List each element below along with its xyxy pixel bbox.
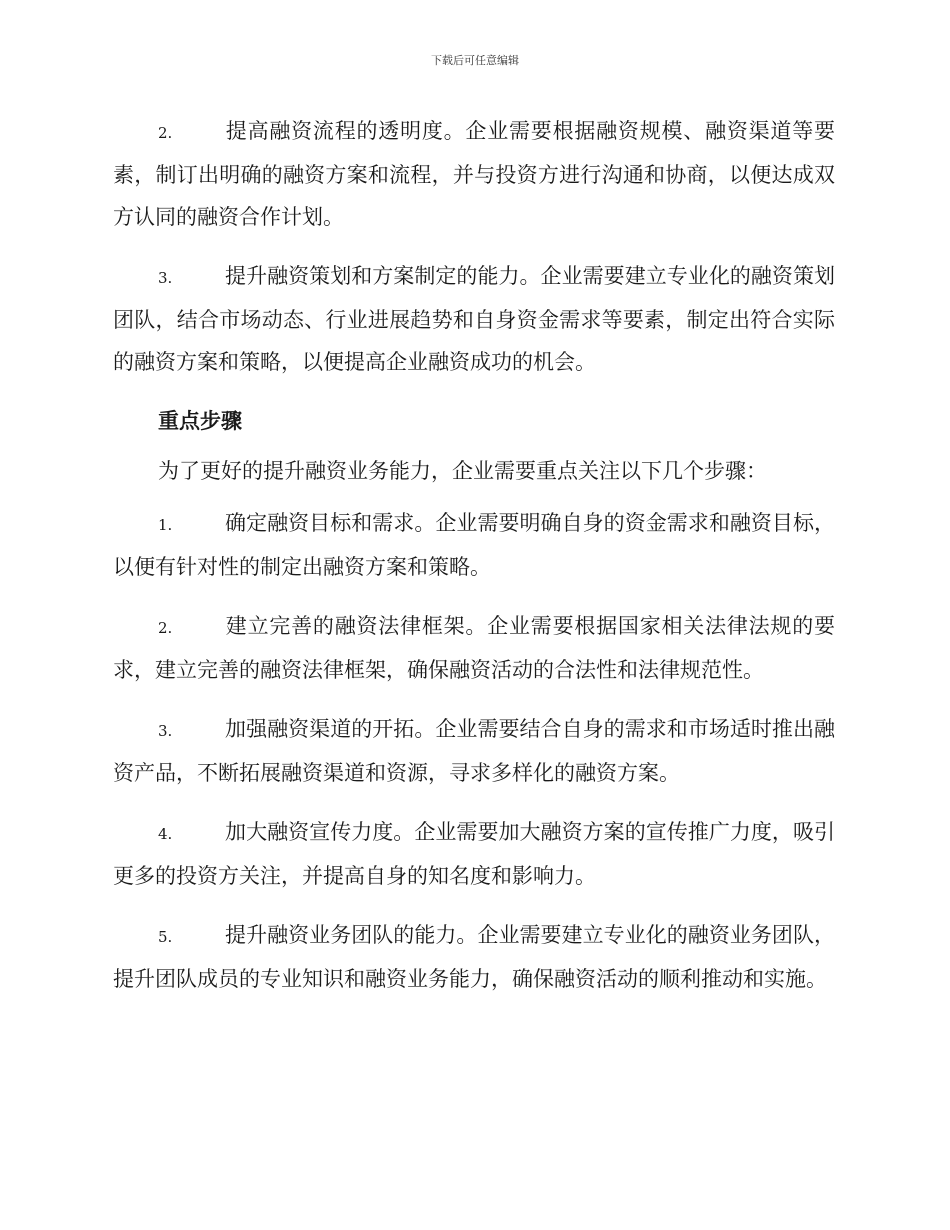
item-number: 3.	[158, 722, 173, 740]
item-number: 4.	[158, 825, 173, 843]
document-body	[113, 110, 835, 1017]
item-text: 提升融资业务团队的能力。企业需要建立专业化的融资业务团队，提升团队成员的专业知识和融资业务能力，确保融资活动的顺利推动和实施。	[113, 923, 835, 991]
item-text: 加大融资宣传力度。企业需要加大融资方案的宣传推广力度，吸引更多的投资方关注，并提高自身的知名度和影响力。	[113, 820, 835, 888]
item-number: 2.	[158, 619, 173, 637]
list-item	[113, 708, 835, 794]
list-item	[113, 605, 835, 691]
item-number: 3.	[158, 269, 173, 287]
list-item	[113, 110, 835, 238]
item-text: 建立完善的融资法律框架。企业需要根据国家相关法律法规的要求，建立完善的融资法律框架，确保融资活动的合法性和法律规范性。	[113, 614, 835, 682]
list-item	[113, 255, 835, 383]
list-item	[113, 811, 835, 897]
item-number: 5.	[158, 928, 173, 946]
section-heading: 重点步骤	[158, 409, 242, 433]
list-item	[113, 502, 835, 588]
item-text: 提升融资策划和方案制定的能力。企业需要建立专业化的融资策划团队，结合市场动态、行业进展趋势和自身资金需求等要素，制定出符合实际的融资方案和策略，以便提高企业融资成功的机会。	[113, 264, 835, 374]
list-item	[113, 914, 835, 1000]
item-number: 1.	[158, 516, 173, 534]
item-text: 加强融资渠道的开拓。企业需要结合自身的需求和市场适时推出融资产品，不断拓展融资渠道和资源，寻求多样化的融资方案。	[113, 717, 835, 785]
item-text: 提高融资流程的透明度。企业需要根据融资规模、融资渠道等要素，制订出明确的融资方案和流程，并与投资方进行沟通和协商，以便达成双方认同的融资合作计划。	[113, 119, 835, 229]
item-number: 2.	[158, 124, 173, 142]
section-intro: 为了更好的提升融资业务能力，企业需要重点关注以下几个步骤：	[158, 459, 767, 483]
page-header: 下载后可任意编辑	[431, 54, 519, 67]
item-text: 确定融资目标和需求。企业需要明确自身的资金需求和融资目标，以便有针对性的制定出融资方案和策略。	[113, 511, 835, 579]
